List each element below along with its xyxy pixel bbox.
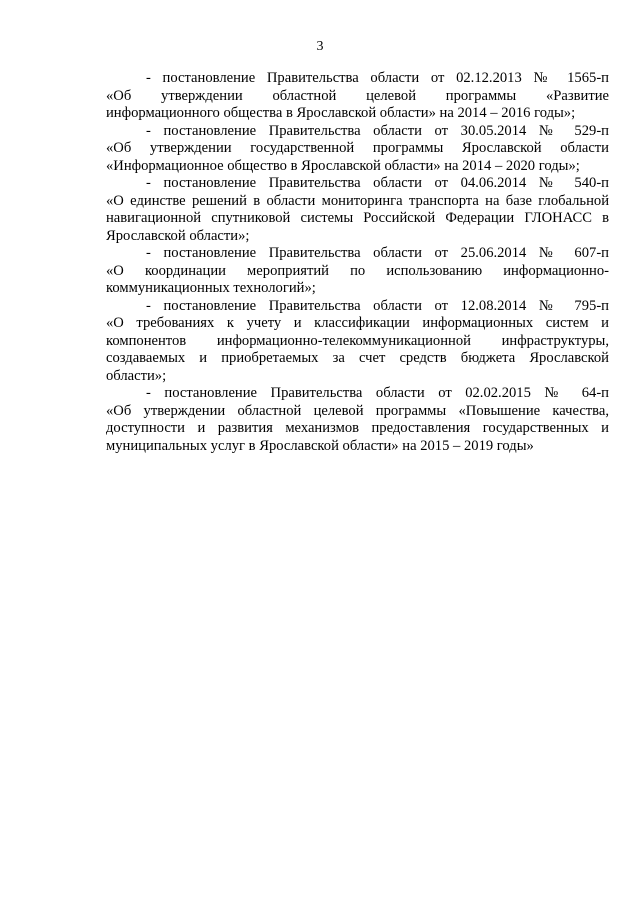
text-line: - постановление Правительства области от 02.02.2015 № 64-п [146,385,609,401]
text-line: информационного общества в Ярославской области» на 2014 – 2016 годы»; [106,105,576,121]
text-line: «О единстве решений в области мониторинга транспорта на базе глобальной [106,192,609,209]
list-item [106,298,609,386]
text-line: создаваемых и приобретаемых за счет средств бюджета Ярославской [106,350,609,366]
list-item [106,70,609,123]
text-line: области»; [106,367,167,384]
text-line: «Об утверждении областной целевой программы «Развитие [106,87,609,104]
text-line: «Информационное общество в Ярославской области» на 2014 – 2020 годы»; [106,157,580,174]
text-line: - постановление Правительства области от 30.05.2014 № 529-п [146,122,609,139]
list-item [106,245,609,298]
page-number: 3 [316,39,324,54]
document-body [106,70,609,455]
text-line: - постановление Правительства области от 12.08.2014 № 795-п [146,297,609,314]
text-line: - постановление Правительства области от 04.06.2014 № 540-п [146,175,609,191]
text-line: «О координации мероприятий по использованию информационно- [106,262,609,279]
text-line: навигационной спутниковой системы Российской Федерации ГЛОНАСС в [106,210,609,226]
list-item [106,175,609,245]
text-line: - постановление Правительства области от 25.06.2014 № 607-п [146,245,609,261]
text-line: компонентов информационно-телекоммуникационной инфраструктуры, [106,332,609,349]
text-line: - постановление Правительства области от 02.12.2013 № 1565-п [146,70,609,86]
text-line: муниципальных услуг в Ярославской области» на 2015 – 2019 годы» [106,437,534,454]
list-item [106,123,609,176]
text-line: коммуникационных технологий»; [106,280,316,296]
text-line: «О требованиях к учету и классификации информационных систем и [106,315,609,331]
text-line: доступности и развития механизмов предоставления государственных и [106,420,609,436]
list-item [106,385,609,455]
text-line: «Об утверждении государственной программы Ярославской области [106,140,609,156]
text-line: «Об утверждении областной целевой программы «Повышение качества, [106,402,609,419]
text-line: Ярославской области»; [106,227,250,244]
